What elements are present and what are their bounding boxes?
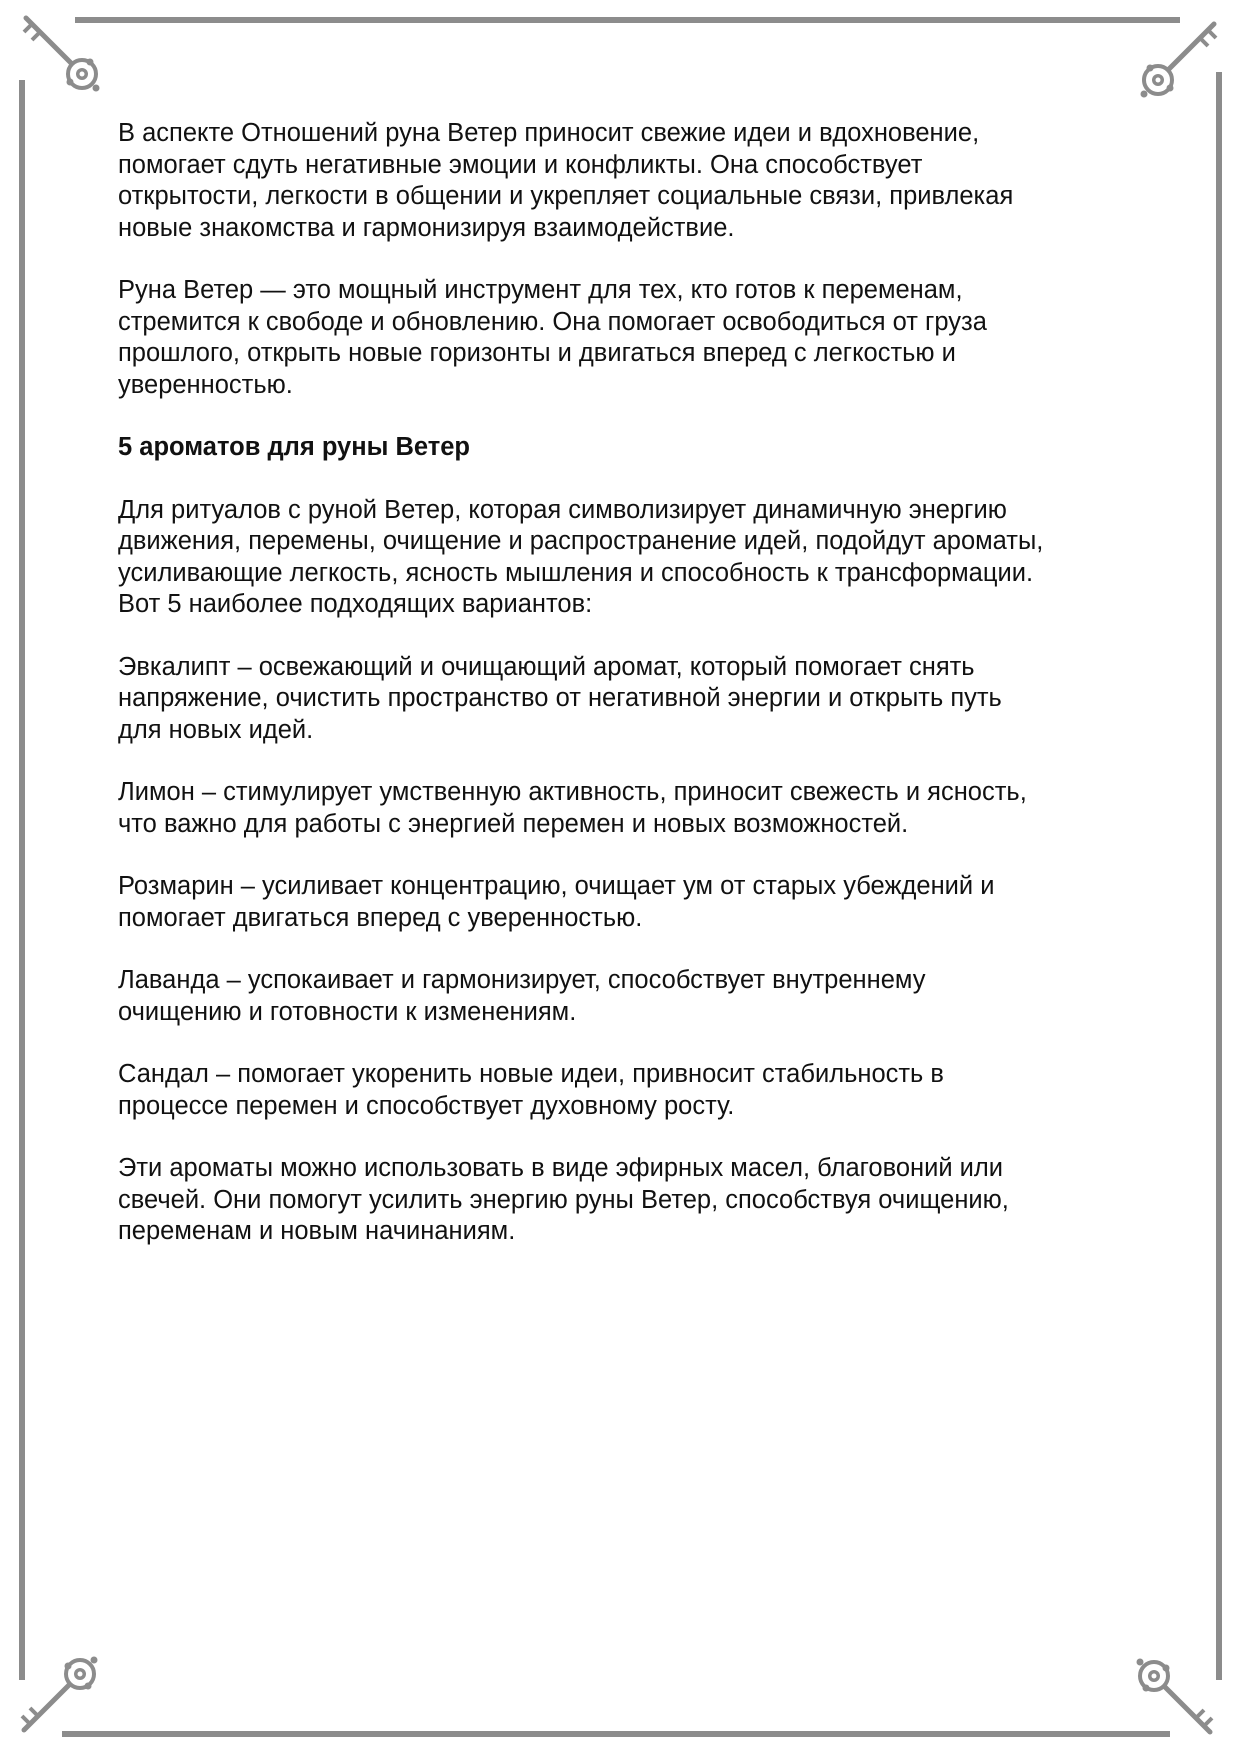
- ornamental-key-icon-top-left: [24, 18, 100, 92]
- paragraph-conclusion: Эти ароматы можно использовать в виде эфирных масел, благовоний или свечей. Они помогут усилить энергию руны Ветер, способствуя очищению, переменам и новым начинаниям.: [118, 1154, 1009, 1245]
- section-heading: 5 ароматов для руны Ветер: [118, 433, 471, 461]
- aroma-eucalyptus: Эвкалипт – освежающий и очищающий аромат, который помогает снять напряжение, очистить пространство от негативной энергии и открыть путь для новых идей.: [118, 652, 1002, 744]
- document-body: [118, 118, 1128, 1279]
- ornamental-key-icon-bottom-left: [22, 1657, 98, 1731]
- aroma-lemon: Лимон – стимулирует умственную активность, приносит свежесть и ясность, что важно для работы с энергией перемен и новых возможностей.: [118, 778, 1027, 838]
- aroma-lavender: Лаванда – успокаивает и гармонизирует, способствует внутреннему очищению и готовности к изменениям.: [118, 966, 926, 1026]
- ornamental-key-icon-top-right: [1141, 24, 1217, 98]
- ornamental-key-icon-bottom-right: [1137, 1659, 1213, 1733]
- paragraph-rune-summary: Руна Ветер — это мощный инструмент для тех, кто готов к переменам, стремится к свободе и обновлению. Она помогает освободиться от груза прошлого, открыть новые горизонты и двигаться вперед с легкостью и уверенностью.: [118, 276, 987, 399]
- paragraph-intro: Для ритуалов с руной Ветер, которая символизирует динамичную энергию движения, перемены, очищение и распространение идей, подойдут ароматы, усиливающие легкость, ясность мышления и способность к трансформации. Вот 5 наиболее подходящих вариантов:: [118, 495, 1044, 618]
- paragraph-relationships: В аспекте Отношений руна Ветер приносит свежие идеи и вдохновение, помогает сдуть негативные эмоции и конфликты. Она способствует открытости, легкости в общении и укрепляет социальные связи, привлекая новые знакомства и гармонизируя взаимодействие.: [118, 119, 1014, 242]
- aroma-sandalwood: Сандал – помогает укоренить новые идеи, привносит стабильность в процессе перемен и способствует духовному росту.: [118, 1060, 944, 1120]
- aroma-rosemary: Розмарин – усиливает концентрацию, очищает ум от старых убеждений и помогает двигаться вперед с уверенностью.: [118, 872, 995, 932]
